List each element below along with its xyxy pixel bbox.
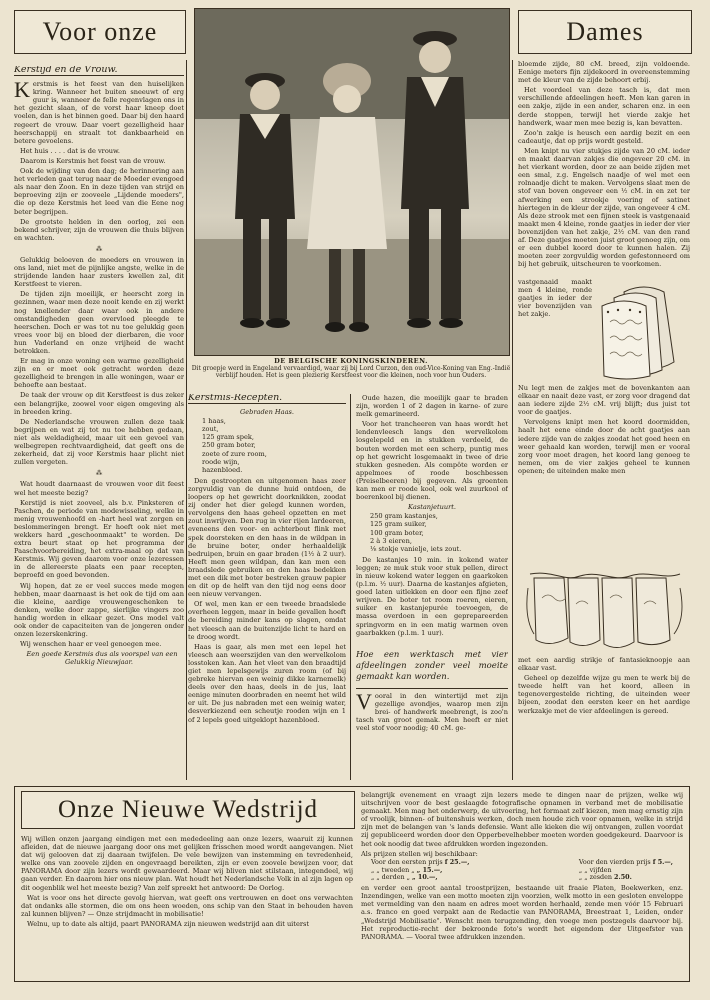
hare-paragraph: Of wel, men kan er een tweede braadslede overheen leggen, maar in beide gevallen hoeft de bereiding minder kans op slagen, omdat het vleesch aan de buitenzijde licht te hard en te droog wordt. [188,600,346,641]
dames-paragraph: Geheel op dezelfde wijze gu men te werk bij de tweede helft van het koord, alleen in tegenovergestelde richting, de uiteinden weer bijeen, zoodat den eersten keer en het aardige werkzakje met de vier afdeelingen is gereed. [518,674,690,715]
kerstijd-paragraph: Ook de wijding van den dag; de herinnering aan het verleden gaat terug naar de Moeder evengoed als naar den Zoon. En in deze tijden van strijd en beproeving zijn er zooveele „Lijdende moeders", die op deze Kerstmis het leed van die Eene nog beter begrijpen. [14,167,184,216]
ingredient: roode wijn, [202,457,240,466]
column-dames-lower [518,384,690,566]
ingredient: 2 à 3 eieren, [370,536,412,545]
vertical-rule [350,394,351,780]
caption-title: DE BELGISCHE KONINGSKINDEREN. [274,357,428,365]
contest-box [14,786,690,982]
hare-paragraph: Den gestroopten en uitgenomen haas zeer zorgvuldig van de dunne huid ontdoen, de loopers op het gewricht doorknikken, zoodat zij onder het dier gelegd kunnen worden, vervolgens den haas geheel opzetten en met zout inwrijven. Den rug in vier rijen lardeeren, eveneens den voor- en achterbout flink met spek doorsteken en den haas in de wildpan in de bruine boter, onder herhaaldelijk bedruipen, bruin en gaar braden (1½ à 2 uur). Heeft men geen wildpan, dan kan men een braadslede gebruiken en den haas bedekken met een dik met boter bestreken grauw papier en dit op de helft van den tijd nog eens door een nieuw vervangen. [188,476,346,599]
cake-ingredients [370,512,508,552]
prizes-right [579,859,673,882]
prize-row: „ „ derden „ „ 10.—, [371,873,438,882]
dames-paragraph: Het voordeel van deze tasch is, dat men verschillende afdeelingen heeft. Men kan garen in een zakje, zijde in een ander, scharen enz. in een derde stoppen, terwijl het vierde zakje het handwerk, waar men mee bezig is, kan bevatten. [518,86,690,127]
contest-right-text [361,791,683,979]
kerstijd-closing: Een goede Kerstmis dus als voorspel van een Gelukkig Nieuwjaar. [26,650,178,667]
ingredient: 1 haas, [202,417,226,426]
asterism-divider: ⁂ [95,244,103,253]
ingredient: 125 gram spek, [202,433,254,442]
ingredient: 250 gram boter, [202,441,256,450]
contest-paragraph: Wij willen onzen jaargang eindigen met een mededeeling aan onze lezers, waaruit zij kunnen afleiden, dat de nieuwe jaargang door ons met gelijken frisschen moed wordt aangevangen. Niet dat wij gelooven dat zij daaraan twijfelen. De vele bewijzen van instemming en tevredenheid, welke ons van zoovele zijden en ongevraagd bereikten, zijn er even zoovele bewijzen voor, dat PANORAMA door zijn lezers wordt gewaardeerd. Maar wij bliven niet stilstaan, integendeel, wij gaan verder. En daarom hier ons nieuw plan. Wat houdt het Nederlandsche Volk in al zijn lagen op dit oogenblik wel het meeste bezig? Van zelf spreekt het antwoord: De Oorlog. [21,835,353,892]
column-recipes [188,394,346,778]
dames-paragraph-wrap: vastgenaaid maakt men 4 kleine, ronde gaatjes in ieder der vier bovenzijden van het zakje. [518,278,592,319]
photo-royal-children [194,8,510,356]
right-title-box [518,10,692,54]
kerstijd-paragraph: erstmis is het feest van den huiselijken kring. Wanneer het buiten sneeuwt of erg guur is, wanneer de felle regenvlagen ons in het gezicht slaan, of de vorst haar kneep doet voelen, dan is het binnen goed. Daar bij den haard regeert de vrouw. Daar voert gezelligheid haar heerschappij en straalt tot dankbaarheid en betere gevoelens. [14,80,184,145]
contest-paragraph: belangrijk evenement en vraagt zijn lezers mede te dingen naar de prijzen, welke wij uitschrijven voor de best geslaagde fotografische opnamen in verband met de mobilisatie gemaakt. Men mag het onderwerp, de uitvoering, het formaat zelf kiezen, men mag ernstig zijn of vroolijk, binnen- of buitenshuis werken, doch men houde zich voor opnamen, welke in strijd zijn met de belangen van 's lands defensie. Want alle kieken die wij ontvangen, zullen voordat zij gepubliceerd worden door den Opperbevelhebber moeten worden goedgekeurd. Daarvoor is het ook noodig dat twee afdrukken worden ingezonden. [361,791,683,848]
prize-row: Voor den vierden prijs f 5.—, [578,857,673,866]
prize-row: „ „ zesden 2.50. [578,873,632,882]
cake-paragraph: De kastanjes 10 min. in kokend water leggen; ze muk stuk voor stuk pellen, direct in nieuw kokend water leggen en gaarkoken (p.l.m. ½ uur). Daarna de kastanjes afgieten, goed laten uitlekken en door een fijne zeef wrijven. De boter tot room roeren, eieren, suiker en kastanjepurée toevoegen, de massa overdoen in een geprepareerden springvorm en in een matig warmen oven gaarbakken (p.l.m. 1 uur). [356,555,508,637]
contest-paragraph: Welnu, up to date als altijd, paart PANORAMA zijn nieuwen wedstrijd aan dit uiterst [27,919,310,928]
kerstijd-paragraph: Het huis . . . . dat is de vrouw. [20,146,121,155]
prize-row: „ „ vijfden [578,865,612,874]
kerstijd-paragraph: Er mag in onze woning een warme gezelligheid zijn en er moet ook getracht worden deze gezelligheid te brengen in alle woningen, waar er behoefte aan bestaat. [14,357,184,390]
kerstijd-heading: Kerstijd en de Vrouw. [14,66,184,76]
contest-title-box [21,791,355,829]
kerstijd-paragraph: De tijden zijn moeilijk, er heerscht zorg in gezinnen, waar men deze nooit kende en zij werkt nog knellender daar waar ook in andere omstandigheden geen overvloed pleegde te heerschen. Doch er was tot nu toe gelukkig geen vrees voor bij en bloed der dierbaren, die voor hun Vaderland en onze vrijheid de wacht betrokken. [14,290,184,355]
ingredient: 125 gram suiker, [370,520,427,529]
column-kerstijd [14,66,184,778]
ingredient: 100 gram boter, [370,528,424,537]
dames-paragraph: Vervolgens knipt men het koord doormidden, haalt het eene einde door de acht gaatjes aan iedere zijde van de zakjes zoodat het goed heen en weer gehaald kan worden, terwijl men er vooral zorg voor moet dragen, het koord lang genoeg te nemen, om de vier zakjes geheel te kunnen openen; de uiteinden make men [518,418,690,475]
contest-paragraph: Wat is voor ons het directe gevolg hiervan, wat geeft ons vertrouwen en doet ons verwachten dat ondanks alle stormen, die om ons heen woeden, ons schip van den Staat in behouden haven zal kunnen blijven? — Onze strijdmacht in mobilisatie! [21,893,353,918]
bag-illustration-top [594,282,690,382]
dames-paragraph: Zoo'n zakje is heusch een aardig bezit en een cadeautje, dat op prijs wordt gesteld. [518,128,690,145]
asterism-divider: ⁂ [95,469,103,478]
ingredient: zoete of zure room, [202,449,267,458]
right-title: Dames [566,17,644,46]
kerstijd-paragraph: De Nederlandsche vrouwen zullen deze taak begrijpen en wat zij tot nu toe hebben gedaan, niet als weldadigheid, maar uit een gevoel van welbegrepen rechtvaardigheid, dat geeft ons de zekerheid, dat zij voor Kerstmis haar plicht niet zullen vergeten. [14,417,184,467]
column-dames-end [518,656,690,778]
photo-illustration [195,9,509,355]
contest-left-text [21,835,353,979]
dames-paragraph: met een aardig strikje of fantasieknoopje aan elkaar vast. [518,656,690,673]
cake-recipe-title: Kastanjetuurt. [407,503,457,512]
ingredient: ⅛ stokje vanielje, iets zout. [370,544,462,553]
hare-paragraph: Haas is gaar, als men met een lepel het vleesch aan weerszijden van den wervelkolom losstoken kan. Aan het vleet van den braadtijd giet men lepelsgewijs zuren room (of bij gebreke hiervan een weinig dikke karnemelk) deels over den haas, deels in de jus, laat eenige minuten doorbraden en neemt het wild er uit. De jus nabraden met een weinig water, desverkiezend een scheutje rooden wijn en 1 of 2 lepels goed uitgeklopt hazenbloed. [188,642,346,724]
dames-paragraph: Men knipt nu vier stukjes zijde van 20 cM. ieder en maakt daarvan zakjes die ongeveer 20 cM. in het vierkant worden, door ze aan beide zijden met een smal, z.g. Engelsch naadje of wel met een rolnaadje dicht te maken. Vervolgens slaat men de stof van boven ongeveer een ½ cM. in en zet ter afwerking een strookje voering of satinet hiertegen in de kleur der zijde, van ongeveer 4 cM. Als deze strook met een fijnen steek is vastgenaaid maakt men 4 kleine, ronde gaatjes in ieder der vier bovenzijden van het zakje, 2½ cM. van den rand af. Deze gaatjes moeten juist groot genoeg zijn, om er een dubbel koord door te kunnen halen. Zij moeten zeer zorgvuldig worden gefestonneerd om bij het gebruik, uitscheuren te voorkomen. [518,146,690,269]
photo-caption [190,357,512,380]
werktasch-heading: Hoe een werktasch met vier afdeelingen zonder veel moeite gemaakt kan worden. [356,650,508,682]
caption-text: Dit groepje werd in Engeland vervaardigd, waar zij bij Lord Curzon, den oud-Vice-Koning van Eng.-Indië verblijf houden. Het is geen plezierig Kerstfeest voor die kleinen, noch voor hun Ouders. [191,365,511,380]
prize-row: Voor den eersten prijs f 25.—, [371,857,470,866]
kerstijd-paragraph: Wat houdt daarnaast de vrouwen voor dit feest wel het meeste bezig? [14,480,184,497]
werktasch-section [356,650,508,778]
column-dames [518,60,690,278]
ingredient: zout, [202,425,219,434]
ingredient: hazenbloed. [202,465,243,474]
dames-paragraph: bloemde zijde, 80 cM. breed, zijn voldoende. Eenige meters fijn zijdekoord in overeenstemming met de kleur van de zijde behoort erbij. [518,60,690,85]
vertical-rule [186,60,187,780]
werktasch-divider [356,688,508,689]
werktasch-dropcap: V [356,689,372,714]
ingredient: 250 gram kastanjes, [370,512,438,521]
kerstijd-paragraph: Daarom is Kerstmis het feest van de vrouw. [20,156,166,165]
contest-paragraph: en verder een groot aantal troostprijzen, bestaande uit fraaie Platen, Boekwerken, enz. Inzendingen, welke van een motto moeten zijn voorzien, welk motto in een gesloten enveloppe met vermelding van den naam en adres moet worden herhaald, zende men vóór 15 Februari a.s. franco en goed verpakt aan de Redactie van PANORAMA, Breestraat 1, Leiden, onder „Wedstrijd Mobilisatie". Wenscht men terugzending, den voege men postzegels daarvoor bij. Het reproductie-recht der bekroonde foto's wordt het eigendom der Uitgeefster van PANORAMA. — Vooral twee afdrukken inzenden. [361,884,683,941]
kerstijd-paragraph: Wij hopen, dat ze er veel succes mede mogen hebben, maar daarnaast is het ook de tijd om aan die kleine, aardige vrouwengeschenken te denken, welke door zappe, sierlijke vingers zoo handig worden in elkaar gezet. Ons model valt ook onder de capaciteiten van de jongeren onder onzen lezerskenkring. [14,581,184,639]
column-dames-middle [518,278,592,382]
prizes-left [371,859,469,882]
hare-recipe-title: Gebraden Haas. [239,408,295,417]
prize-table [371,859,673,882]
kerstijd-paragraph: Kerstijd is niet zooveel, als b.v. Pinksteren of Paschen, de periode van modewisseling, welke in menig vrouwenhoofd en -hart heel wat zorgen en beslommeringen brengt. Er hoeft ook niet met wekkers hard „geschoonmaakt" te worden. De extra beurt staat op het programma der Paaschvoorbereiding, het extra-maal op dat van Kerstmis. Wij geven daarom voor onze lezeressen in de allereerste plaats een paar recepten, beproefd en goed bevonden. [14,498,184,580]
dames-paragraph: Nu legt men de zakjes met de bovenkanten aan elkaar en naait deze vast, er zorg voor dragend dat aan iedere zijde 2½ cM. vrij blijft; dus juist tot voor de gaatjes. [518,384,690,417]
hare-ingredients [202,417,346,474]
column-recipes-continued [356,394,508,644]
bag-illustration-bottom [524,568,686,652]
prize-row: „ „ tweeden „ „ 15.—, [371,865,443,874]
kerstijd-paragraph: De grootste helden in den oorlog, zei een bekend schrijver, zijn de vrouwen die thuis blijven en wachten. [14,217,184,242]
hare-paragraph: Voor het trancheeren van haas wordt het lendenvleesch langs den wervelkolom losgelepeld en in stukken verdeeld, de bouten worden met een scherp, puntig mes op het gewricht losgemaakt in twee of drie stukken gesneden. Als compôte worden er appelmoes of roode boschbessen (Preiselbeeren) bij gegeven. Als groenten kan men er roode kool, ook wel zuurkool of boerenkool bij dienen. [356,420,508,502]
werktasch-text: ooral in den wintertijd met zijn gezellige avondjes, waarop men zijn brei- of handwerk meebrengt, is zoo'n tasch van groot gemak. Men heeft er niet veel stof voor noodig; 40 cM. ge- [356,692,508,733]
prizes-intro: Als prijzen stellen wij beschikbaar: [361,849,478,858]
left-title: Voor onze [42,17,158,46]
left-title-box [14,10,186,54]
kerstijd-paragraph: De taak der vrouw op dit Kerstfeest is dus zeker een belangrijke, zoowel voor eigen omgeving als in breeden kring. [14,391,184,416]
contest-title: Onze Nieuwe Wedstrijd [57,796,319,823]
kerstijd-paragraph: Wij wenschen haar er veel genoegen mee. [20,640,162,649]
kerstijd-paragraph: Gelukkig beloeven de moeders en vrouwen in ons land, niet met de pijnlijke angste, welke in de strijdende landen haar zusters kwellen zal, dit Kerstfeest te vieren. [14,255,184,289]
hare-paragraph: Oude hazen, die moeilijk gaar te braden zijn, worden 1 of 2 dagen in karne- of zure melk gemarineerd. [356,394,508,419]
recipes-heading: Kerstmis-Recepten. [188,394,346,404]
vertical-rule [512,60,513,780]
kerstijd-dropcap: K [14,77,30,103]
